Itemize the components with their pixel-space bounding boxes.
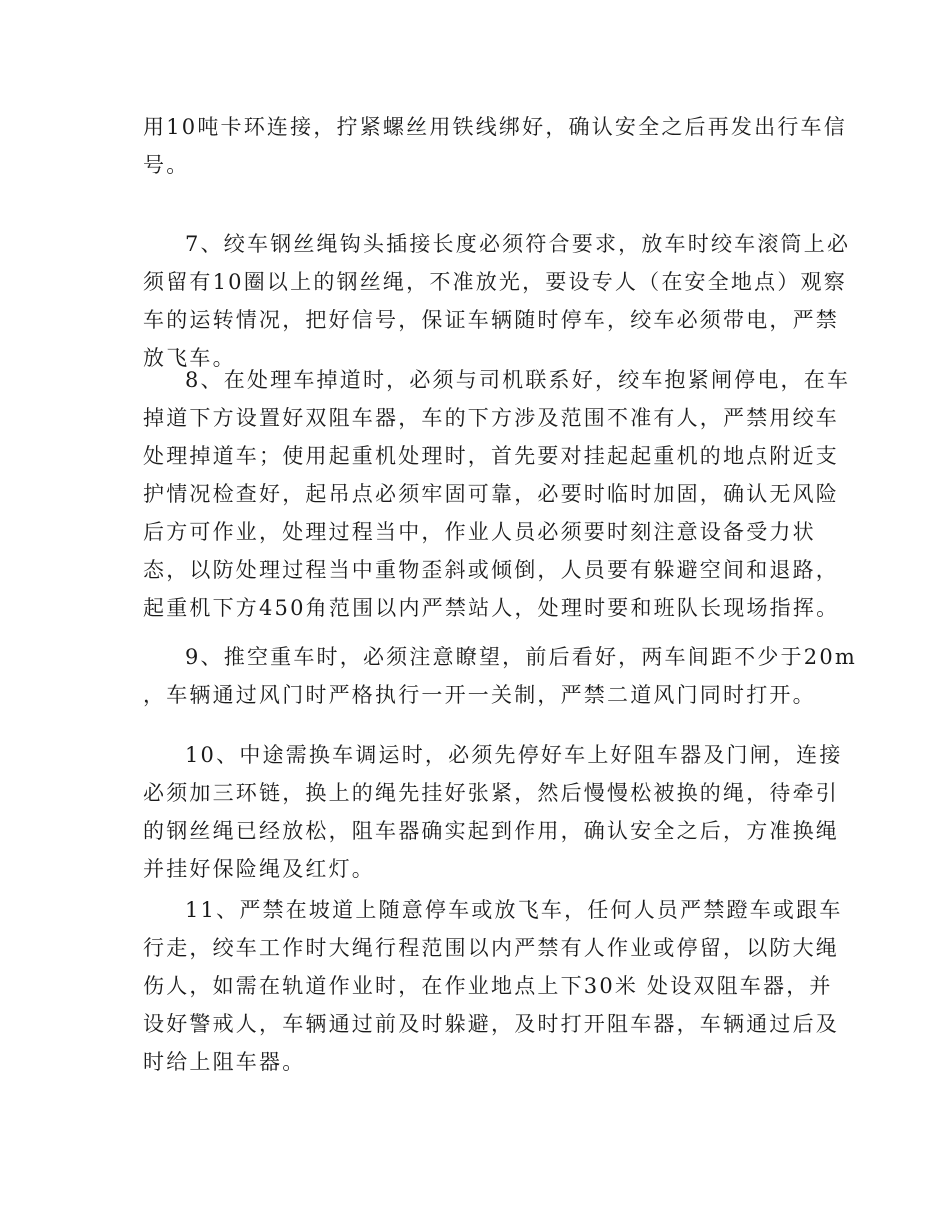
- paragraph-line: 设好警戒人，车辆通过前及时躲避，及时打开阻车器，车辆通过后及: [143, 1012, 839, 1036]
- paragraph-item-9: [143, 638, 857, 714]
- paragraph-line: ，车辆通过风门时严格执行一开一关制，严禁二道风门同时打开。: [143, 683, 816, 707]
- paragraph-line: 放飞车。: [143, 346, 236, 370]
- paragraph-line: 掉道下方设置好双阻车器，车的下方涉及范围不准有人，严禁用绞车: [143, 406, 839, 430]
- paragraph-line: 11、严禁在坡道上随意停车或放飞车，任何人员严禁蹬车或跟车: [185, 898, 843, 922]
- paragraph-line: 起重机下方450角范围以内严禁站人，处理时要和班队长现场指挥。: [143, 596, 840, 620]
- paragraph-item-8: [143, 361, 851, 627]
- paragraph-line: 必须加三环链，换上的绳先挂好张紧，然后慢慢松被换的绳，待牵引: [143, 781, 839, 805]
- paragraph-line: 的钢丝绳已经放松，阻车器确实起到作用，确认安全之后，方准换绳: [143, 819, 839, 843]
- paragraph-line: 处理掉道车；使用起重机处理时，首先要对挂起起重机的地点附近支: [143, 444, 839, 468]
- paragraph-line: 车的运转情况，把好信号，保证车辆随时停车，绞车必须带电，严禁: [143, 308, 839, 332]
- paragraph-line: 行走，绞车工作时大绳行程范围以内严禁有人作业或停留，以防大绳: [143, 936, 839, 960]
- paragraph-line: 须留有10圈以上的钢丝绳，不准放光，要设专人（在安全地点）观察: [143, 270, 847, 294]
- paragraph-item-7: [143, 225, 851, 377]
- paragraph-line: 7、绞车钢丝绳钩头插接长度必须符合要求，放车时绞车滚筒上必: [185, 232, 851, 256]
- paragraph-item-11: [143, 891, 843, 1081]
- paragraph-continuation: [143, 108, 847, 184]
- paragraph-line: 9、推空重车时，必须注意瞭望，前后看好，两车间距不少于20m: [185, 645, 857, 669]
- paragraph-line: 后方可作业，处理过程当中，作业人员必须要时刻注意设备受力状: [143, 520, 816, 544]
- paragraph-line: 伤人，如需在轨道作业时，在作业地点上下30米 处设双阻车器，并: [143, 974, 833, 998]
- paragraph-line: 护情况检查好，起吊点必须牢固可靠，必要时临时加固，确认无风险: [143, 482, 839, 506]
- paragraph-line: 号。: [143, 153, 190, 177]
- paragraph-line: 态，以防处理过程当中重物歪斜或倾倒，人员要有躲避空间和退路，: [143, 558, 839, 582]
- paragraph-line: 时给上阻车器。: [143, 1050, 306, 1074]
- paragraph-line: 并挂好保险绳及红灯。: [143, 857, 375, 881]
- paragraph-line: 8、在处理车掉道时，必须与司机联系好，绞车抱紧闸停电，在车: [185, 368, 851, 392]
- paragraph-line: 10、中途需换车调运时，必须先停好车上好阻车器及门闸，连接: [185, 743, 843, 767]
- paragraph-line: 用10吨卡环连接，拧紧螺丝用铁线绑好，确认安全之后再发出行车信: [143, 115, 847, 139]
- paragraph-item-10: [143, 736, 843, 888]
